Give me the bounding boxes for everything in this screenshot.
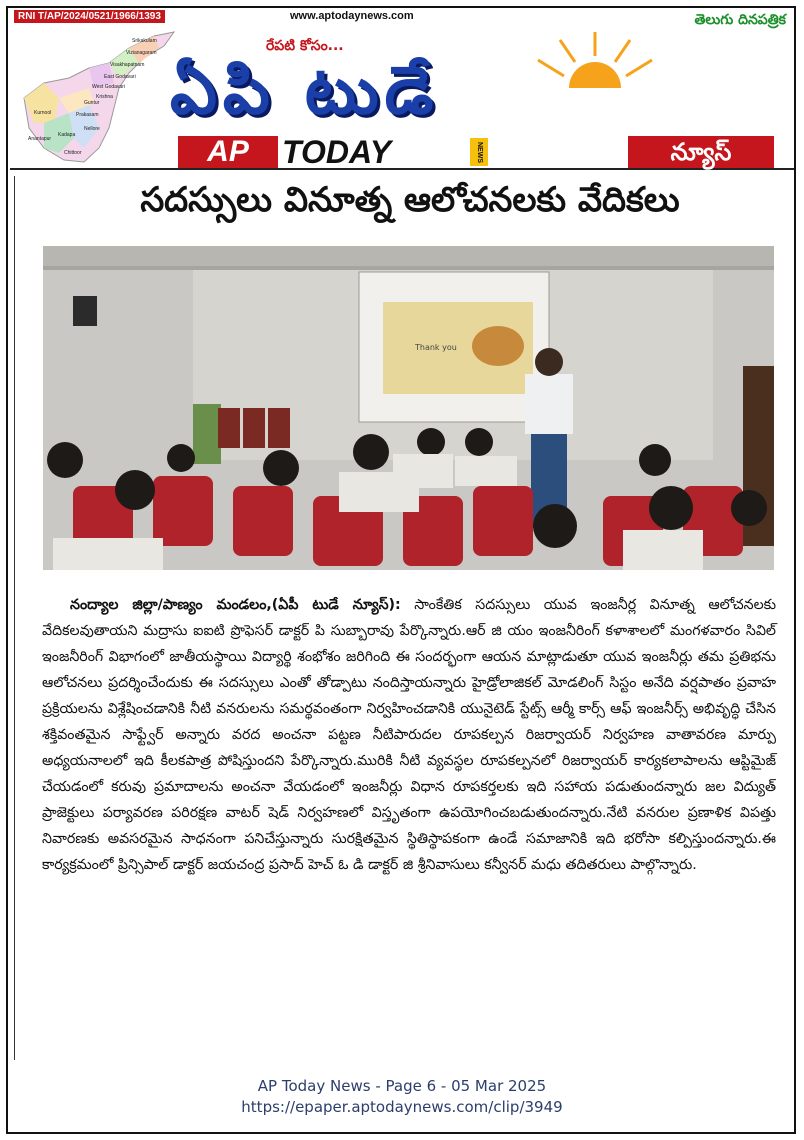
seminar-photo-illustration xyxy=(43,246,774,570)
page-frame xyxy=(6,6,796,1134)
slide-text: Thank you xyxy=(415,343,457,352)
map-label: Prakasam xyxy=(76,112,99,118)
sun-rays-icon xyxy=(530,28,660,88)
article-paragraph xyxy=(42,592,776,878)
andhra-pradesh-map-icon xyxy=(14,28,184,168)
brand-today: TODAY xyxy=(282,134,392,170)
map-label: Kadapa xyxy=(58,132,76,138)
map-label: Anantapur xyxy=(28,136,52,142)
map-label: Kurnool xyxy=(34,110,52,116)
map-label: Guntur xyxy=(84,100,100,106)
brand-ap: AP xyxy=(178,136,278,168)
map-label: Srikakulam xyxy=(132,38,157,44)
map-label: East Godavari xyxy=(104,74,136,80)
article-dateline: నంద్యాల జిల్లా/పాణ్యం మండలం,(ఏపీ టుడే న్యూస్): xyxy=(70,597,401,613)
column-rule xyxy=(14,176,15,1060)
article-body xyxy=(42,592,776,878)
event-photo xyxy=(43,246,774,570)
brand-news-tag: NEWS xyxy=(470,138,488,166)
map-label: Visakhapatnam xyxy=(110,62,145,68)
page-footer xyxy=(0,1076,804,1118)
website-url: www.aptodaynews.com xyxy=(290,10,414,22)
map-label: Chittoor xyxy=(64,150,82,156)
brand-news-telugu: న్యూస్ xyxy=(628,136,774,168)
telugu-daily-label: తెలుగు దినపత్రిక xyxy=(694,12,786,28)
footer-clip-link[interactable]: https://epaper.aptodaynews.com/clip/3949 xyxy=(241,1098,563,1116)
masthead-title: ఏపి టుడే xyxy=(170,52,440,129)
footer-page-info: AP Today News - Page 6 - 05 Mar 2025 xyxy=(257,1077,547,1095)
map-label: Krishna xyxy=(96,94,113,100)
rni-number: RNI T/AP/2024/0521/1966/1393 xyxy=(14,10,165,23)
tagline: రేపటి కోసం... xyxy=(266,38,344,54)
map-label: Vizianagaram xyxy=(126,50,157,56)
brand-row xyxy=(178,136,778,168)
article-text: సాంకేతిక సదస్సులు యువ ఇంజనీర్ల వినూత్న ఆలోచనలకు వేదికలవుతాయని మద్రాసు ఐఐటి ప్రొఫెసర్ డాక్టర్ పి సుబ్బారావు పేర్కొన్నారు.ఆర్ జి యం ఇంజనీరింగ్ కళాశాలలో మంగళవారం సివిల్ ఇంజనీరింగ్ విభాగంలో జాతీయస్థాయి విద్యార్థి శంభోశం జరిగింది ఈ సందర్భంగా ఆయన మాట్లాడుతూ యువ ఇంజనీర్లు తమ ప్రతిభను ఆలోచనలు ప్రదర్శించేందుకు ఈ సదస్సులు ఎంతో తోడ్పాటు నందిస్తాయన్నారు హైడ్రోలాజికల్ మోడలింగ్ సిస్టం అనేది వర్షపాతం ప్రవాహ ప్రక్రియలను విశ్లేషించడానికి నీటి వనరులను సమర్థవంతంగా నిర్వహించడానికి యునైటెడ్ స్టేట్స్ ఆర్మీ కార్స్ ఆఫ్ ఇంజనీర్స్ అభివృద్ధి చేసిన శక్తివంతమైన సాఫ్ట్వేర్ అన్నారు వరద అంచనా పట్టణ నీటిపారుదల రూపకల్పన రిజర్వాయర్ నిర్వహణ వాతావరణ మార్పు అధ్యయనాలలో ఇది కీలకపాత్ర పోషిస్తుందని పేర్కొన్నారు.మురికి నీటి వ్యవస్థల రూపకల్పనలో రిజర్వాయర్ కార్యకలాపాలను ఆప్టిమైజ్ చేయడంలో కరువు ప్రమాదాలను అంచనా వేయడంలో ఇంజనీర్లు విధాన రూపకర్తలకు ఇది సహాయ పడుతుందన్నారు జల విద్యుత్ ప్రాజెక్టులు పర్యావరణ పరిరక్షణ వాటర్ షెడ్ నిర్వహణలో విస్తృతంగా ఉపయోగించబడుతుందన్నారు.నేటి వనరుల ప్రణాళిక విపత్తు నివారణకు అవసరమైన సాధనంగా పనిచేస్తున్నారు సురక్షితమైన స్థితిస్థాపకంగా ఉండే సమాజానికి ఇది భరోసా కల్పిస్తుందన్నారు.ఈ కార్యక్రమంలో ప్రిన్సిపాల్ డాక్టర్ జయచంద్ర ప్రసాద్ హెచ్ ఓ డి డాక్టర్ జి శ్రీనివాసులు కన్వీనర్ మధు తదితరులు పాల్గొన్నారు. xyxy=(42,597,776,873)
masthead xyxy=(10,8,794,170)
map-label: West Godavari xyxy=(92,84,125,90)
map-label: Nellore xyxy=(84,126,100,132)
article-headline: సదస్సులు వినూత్న ఆలోచనలకు వేదికలు xyxy=(140,180,680,220)
